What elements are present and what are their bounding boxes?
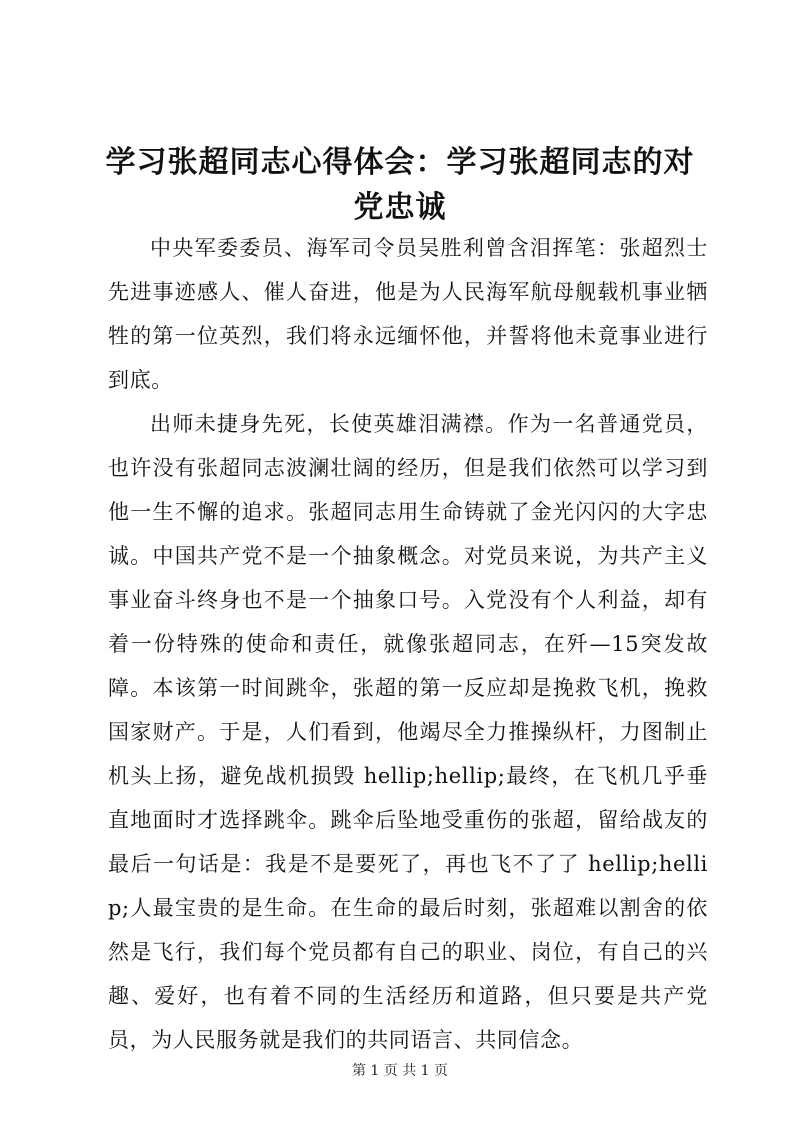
page-footer: 第 1 页 共 1 页	[351, 1063, 449, 1079]
document-title: 学习张超同志心得体会：学习张超同志的对党忠诚	[105, 145, 695, 225]
paragraph-1: 中央军委委员、海军司令员吴胜利曾含泪挥笔：张超烈士先进事迹感人、催人奋进，他是为人民海军航母舰载机事业牺牲的第一位英烈，我们将永远缅怀他，并誓将他未竟事业进行到底。	[108, 236, 708, 392]
paragraph-2: 出师未捷身先死，长使英雄泪满襟。作为一名普通党员，也许没有张超同志波澜壮阔的经历，但是我们依然可以学习到他一生不懈的追求。张超同志用生命铸就了金光闪闪的大字忠诚。中国共产党不是一个抽象概念。对党员来说，为共产主义事业奋斗终身也不是一个抽象口号。入党没有个人利益，却有着一份特殊的使命和责任，就像张超同志，在歼—15突发故障。本该第一时间跳伞，张超的第一反应却是挽救飞机，挽救国家财产。于是，人们看到，他竭尽全力推操纵杆，力图制止机头上扬，避免战机损毁 hellip;hellip;最终，在飞机几乎垂直地面时才选择跳伞。跳伞后坠地受重伤的张超，留给战友的最后一句话是：我是不是要死了，再也飞不了了 hellip;hellip;人最宝贵的是生命。在生命的最后时刻，张超难以割舍的依然是飞行，我们每个党员都有自己的职业、岗位，有自己的兴趣、爱好，也有着不同的生活经历和道路，但只要是共产党员，为人民服务就是我们的共同语言、共同信念。	[108, 412, 708, 1052]
document-body	[108, 226, 708, 1062]
